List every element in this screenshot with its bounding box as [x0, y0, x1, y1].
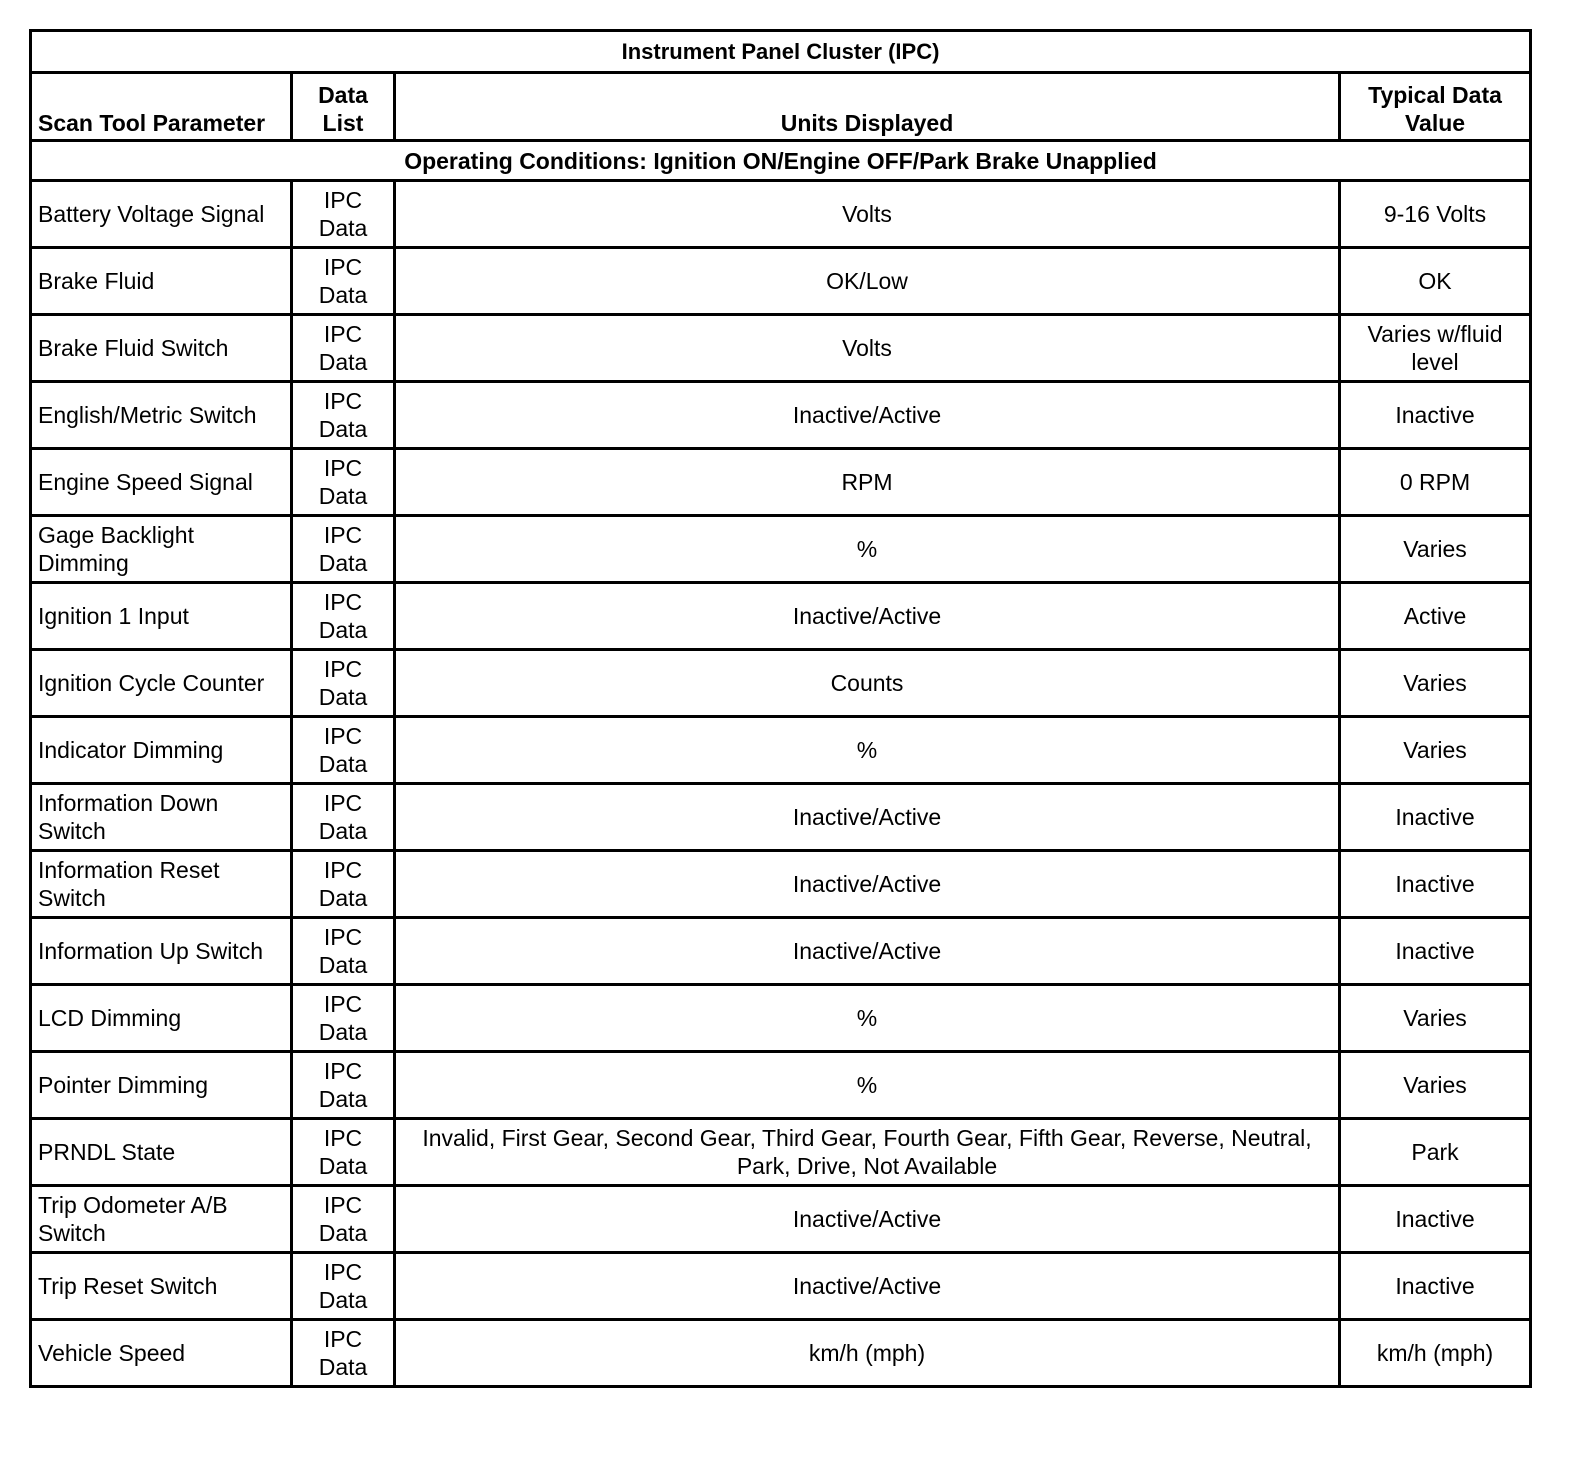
typical-value-cell: Varies — [1340, 650, 1531, 717]
header-parameter: Scan Tool Parameter — [31, 73, 292, 141]
data-list-cell — [292, 985, 395, 1052]
data-list-cell — [292, 1119, 395, 1186]
typical-value-cell: OK — [1340, 248, 1531, 315]
data-list-line2: Data — [318, 1354, 368, 1380]
data-list-line1: IPC — [323, 656, 363, 682]
data-list-line1: IPC — [323, 1326, 363, 1352]
data-list-line1: IPC — [323, 321, 363, 347]
data-list-line1: IPC — [323, 790, 363, 816]
data-list-line2: Data — [318, 416, 368, 442]
data-list-line1: IPC — [323, 857, 363, 883]
data-list-cell — [292, 516, 395, 583]
data-list-line2: Data — [318, 550, 368, 576]
units-cell: Inactive/Active — [395, 1186, 1340, 1253]
table-row — [31, 248, 1531, 315]
data-list-cell — [292, 248, 395, 315]
typical-value-cell: Varies — [1340, 717, 1531, 784]
data-list-line2: Data — [318, 1086, 368, 1112]
parameter-cell: Indicator Dimming — [31, 717, 292, 784]
header-row — [31, 73, 1531, 141]
data-list-line2: Data — [318, 282, 368, 308]
data-list-line2: Data — [318, 483, 368, 509]
ipc-data-table — [29, 29, 1532, 1388]
parameter-cell: English/Metric Switch — [31, 382, 292, 449]
data-list-line1: IPC — [323, 522, 363, 548]
data-list-line1: IPC — [323, 388, 363, 414]
parameter-cell: Engine Speed Signal — [31, 449, 292, 516]
parameter-cell: Information Up Switch — [31, 918, 292, 985]
table-row — [31, 1186, 1531, 1253]
data-list-cell — [292, 851, 395, 918]
units-cell: Inactive/Active — [395, 851, 1340, 918]
data-list-cell — [292, 1253, 395, 1320]
typical-value-cell: Varies — [1340, 985, 1531, 1052]
units-cell: Invalid, First Gear, Second Gear, Third Gear, Fourth Gear, Fifth Gear, Reverse, Neutral, Park, Drive, Not Available — [395, 1119, 1340, 1186]
table-row — [31, 181, 1531, 248]
data-list-line2: Data — [318, 1019, 368, 1045]
data-list-cell — [292, 918, 395, 985]
table-row — [31, 918, 1531, 985]
data-list-cell — [292, 1186, 395, 1253]
typical-value-cell: Inactive — [1340, 1186, 1531, 1253]
units-cell: Inactive/Active — [395, 1253, 1340, 1320]
data-list-line2: Data — [318, 885, 368, 911]
units-cell: % — [395, 1052, 1340, 1119]
data-list-line2: Data — [318, 1220, 368, 1246]
typical-value-cell: 9-16 Volts — [1340, 181, 1531, 248]
typical-value-cell: Park — [1340, 1119, 1531, 1186]
data-list-line1: IPC — [323, 924, 363, 950]
parameter-cell: Information Down Switch — [31, 784, 292, 851]
units-cell: Counts — [395, 650, 1340, 717]
header-data-list — [292, 73, 395, 141]
data-list-line1: IPC — [323, 1259, 363, 1285]
header-data-list-line1: Data — [318, 82, 368, 108]
data-list-line1: IPC — [323, 1125, 363, 1151]
table-row — [31, 382, 1531, 449]
parameter-cell: Brake Fluid Switch — [31, 315, 292, 382]
parameter-cell: Trip Reset Switch — [31, 1253, 292, 1320]
data-list-cell — [292, 583, 395, 650]
data-list-cell — [292, 382, 395, 449]
parameter-cell: Ignition 1 Input — [31, 583, 292, 650]
table-row — [31, 1253, 1531, 1320]
typical-value-cell: Varies — [1340, 1052, 1531, 1119]
data-list-cell — [292, 650, 395, 717]
parameter-cell: Battery Voltage Signal — [31, 181, 292, 248]
typical-value-cell: km/h (mph) — [1340, 1320, 1531, 1387]
data-list-line1: IPC — [323, 1058, 363, 1084]
data-list-cell — [292, 181, 395, 248]
parameter-cell: Vehicle Speed — [31, 1320, 292, 1387]
units-cell: Inactive/Active — [395, 583, 1340, 650]
units-cell: % — [395, 717, 1340, 784]
header-typical-value — [1340, 73, 1531, 141]
table-row — [31, 851, 1531, 918]
data-list-line2: Data — [318, 215, 368, 241]
typical-value-cell: 0 RPM — [1340, 449, 1531, 516]
table-row — [31, 985, 1531, 1052]
typical-value-cell: Inactive — [1340, 851, 1531, 918]
typical-value-cell: Inactive — [1340, 1253, 1531, 1320]
units-cell: OK/Low — [395, 248, 1340, 315]
table-row — [31, 1119, 1531, 1186]
data-list-line2: Data — [318, 349, 368, 375]
table-title: Instrument Panel Cluster (IPC) — [31, 31, 1531, 73]
units-cell: Volts — [395, 315, 1340, 382]
parameter-cell: Brake Fluid — [31, 248, 292, 315]
data-list-cell — [292, 717, 395, 784]
table-row — [31, 449, 1531, 516]
data-list-cell — [292, 784, 395, 851]
conditions-row — [31, 141, 1531, 181]
data-list-line2: Data — [318, 751, 368, 777]
parameter-cell: LCD Dimming — [31, 985, 292, 1052]
data-list-line2: Data — [318, 1287, 368, 1313]
table-row — [31, 1052, 1531, 1119]
table-row — [31, 717, 1531, 784]
data-list-line1: IPC — [323, 1192, 363, 1218]
typical-value-cell: Varies — [1340, 516, 1531, 583]
parameter-cell: Trip Odometer A/B Switch — [31, 1186, 292, 1253]
data-list-line1: IPC — [323, 991, 363, 1017]
parameter-cell: Information Reset Switch — [31, 851, 292, 918]
data-list-cell — [292, 1052, 395, 1119]
typical-value-cell: Active — [1340, 583, 1531, 650]
parameter-cell: Pointer Dimming — [31, 1052, 292, 1119]
table-row — [31, 1320, 1531, 1387]
units-cell: RPM — [395, 449, 1340, 516]
typical-value-cell: Inactive — [1340, 918, 1531, 985]
units-cell: Inactive/Active — [395, 784, 1340, 851]
units-cell: km/h (mph) — [395, 1320, 1340, 1387]
title-row — [31, 31, 1531, 73]
data-list-line2: Data — [318, 818, 368, 844]
parameter-cell: Ignition Cycle Counter — [31, 650, 292, 717]
header-data-list-line2: List — [322, 110, 364, 136]
typical-value-cell: Inactive — [1340, 784, 1531, 851]
units-cell: % — [395, 985, 1340, 1052]
data-list-line2: Data — [318, 684, 368, 710]
typical-value-cell: Varies w/fluid level — [1340, 315, 1531, 382]
units-cell: Inactive/Active — [395, 918, 1340, 985]
data-list-line1: IPC — [323, 455, 363, 481]
units-cell: Inactive/Active — [395, 382, 1340, 449]
data-list-line1: IPC — [323, 254, 363, 280]
table-body — [31, 31, 1531, 1387]
data-list-cell — [292, 315, 395, 382]
data-list-line2: Data — [318, 1153, 368, 1179]
operating-conditions: Operating Conditions: Ignition ON/Engine OFF/Park Brake Unapplied — [31, 141, 1531, 181]
data-list-line2: Data — [318, 952, 368, 978]
data-list-line1: IPC — [323, 723, 363, 749]
table-row — [31, 650, 1531, 717]
data-list-line1: IPC — [323, 187, 363, 213]
parameter-cell: Gage Backlight Dimming — [31, 516, 292, 583]
table-row — [31, 784, 1531, 851]
header-typical-line1: Typical Data — [1368, 82, 1502, 108]
units-cell: Volts — [395, 181, 1340, 248]
data-list-line1: IPC — [323, 589, 363, 615]
data-list-line2: Data — [318, 617, 368, 643]
typical-value-cell: Inactive — [1340, 382, 1531, 449]
parameter-cell: PRNDL State — [31, 1119, 292, 1186]
data-list-cell — [292, 1320, 395, 1387]
header-typical-line2: Value — [1404, 110, 1466, 136]
table-row — [31, 516, 1531, 583]
header-units: Units Displayed — [395, 73, 1340, 141]
data-list-cell — [292, 449, 395, 516]
table-row — [31, 583, 1531, 650]
table-row — [31, 315, 1531, 382]
units-cell: % — [395, 516, 1340, 583]
